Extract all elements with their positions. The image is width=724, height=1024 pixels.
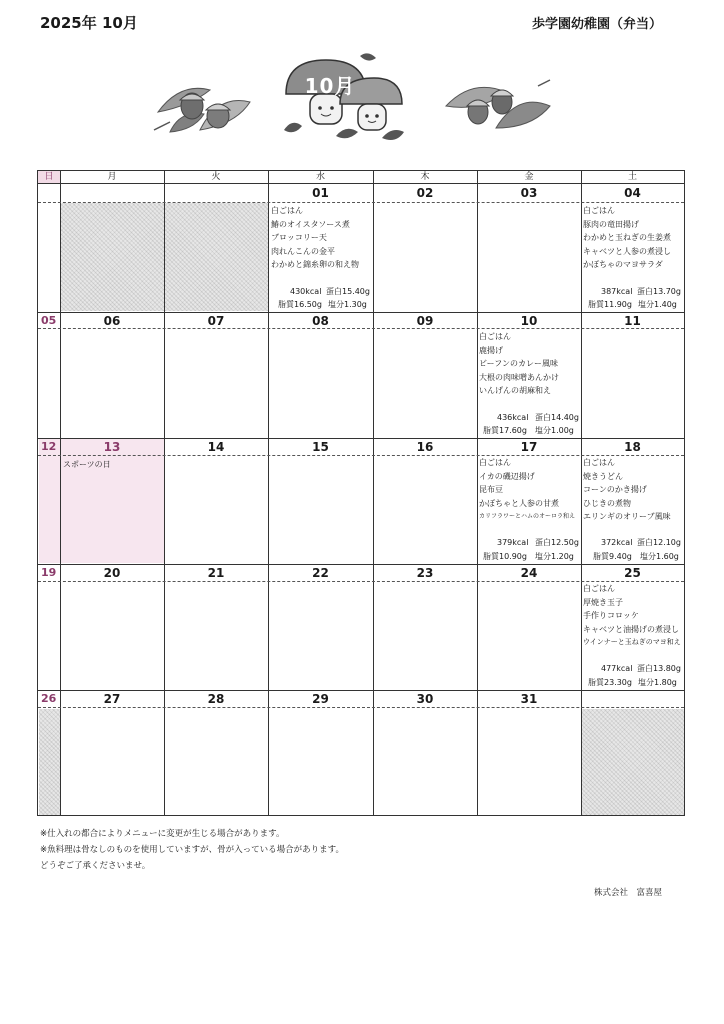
date-label: 26 — [41, 692, 57, 705]
menu-item: ビーフンのカレー風味 — [479, 359, 558, 369]
nutrition-salt: 塩分1.40g — [638, 300, 677, 309]
menu-item: 大根の肉味噌あんかけ — [479, 372, 559, 382]
menu-item: 肉れんこんの金平 — [271, 246, 335, 256]
date-label: 29 — [312, 692, 329, 706]
empty-cell — [39, 709, 60, 815]
menu-item: キャベツと人参の煮浸し — [583, 246, 671, 256]
menu-item: 白ごはん — [583, 206, 615, 215]
weekday-sat: 土 — [581, 171, 684, 184]
date-label: 21 — [207, 566, 225, 580]
nutrition-kcal: 387kcal — [601, 287, 633, 296]
date-label: 04 — [624, 186, 641, 200]
nutrition-fat: 脂質23.30g — [588, 678, 632, 687]
nutrition-protein: 蛋白14.40g — [535, 413, 579, 422]
menu-item: いんげんの胡麻和え — [479, 386, 551, 396]
acorn-leaf-cluster-icon — [442, 72, 554, 138]
menu-item: エリンギのオリーブ風味 — [583, 512, 671, 522]
nutrition-salt: 塩分1.00g — [535, 426, 574, 435]
nutrition-salt: 塩分1.30g — [328, 300, 367, 309]
empty-cell — [165, 203, 268, 311]
weekday-tue: 火 — [164, 171, 268, 184]
nutrition-protein: 蛋白13.70g — [637, 287, 681, 296]
menu-item: かぼちゃのマヨサラダ — [583, 260, 663, 270]
date-label: 12 — [41, 440, 57, 453]
date-label: 23 — [416, 566, 434, 580]
weekday-wed: 水 — [268, 171, 373, 184]
nutrition-fat: 脂質9.40g — [593, 552, 632, 561]
nutrition-protein: 蛋白12.50g — [535, 538, 579, 547]
date-label: 24 — [520, 566, 538, 580]
date-label: 09 — [416, 314, 434, 328]
date-label: 05 — [41, 314, 57, 327]
date-label: 28 — [207, 692, 225, 706]
menu-list — [479, 456, 580, 524]
note-line: どうぞご了承くださいませ。 — [40, 861, 151, 871]
date-label: 27 — [103, 692, 121, 706]
acorn-leaf-cluster-icon — [150, 72, 258, 138]
date-label: 07 — [207, 314, 225, 328]
menu-item: 白ごはん — [583, 584, 615, 593]
menu-item: 白ごはん — [479, 458, 511, 467]
date-label: 17 — [520, 440, 538, 454]
nutrition-fat: 脂質16.50g — [278, 300, 322, 309]
empty-cell — [61, 203, 164, 311]
month-banner-label: 10月 — [304, 74, 356, 98]
date-label: 01 — [312, 186, 329, 200]
nutrition-kcal: 436kcal — [497, 413, 529, 422]
empty-cell — [582, 709, 684, 815]
weekday-thu: 木 — [373, 171, 477, 184]
weekday-mon: 月 — [60, 171, 164, 184]
date-label: 06 — [103, 314, 121, 328]
menu-item: 白ごはん — [583, 458, 615, 467]
menu-item: 鰆のオイスタソース煮 — [271, 219, 350, 229]
nutrition-kcal: 379kcal — [497, 538, 529, 547]
menu-item: 手作りコロッケ — [583, 611, 639, 621]
nutrition-fat: 脂質11.90g — [588, 300, 632, 309]
menu-list — [479, 330, 580, 398]
date-label: 10 — [520, 314, 538, 328]
date-label: 13 — [103, 440, 121, 454]
menu-item: 豚肉の竜田揚げ — [583, 219, 639, 229]
nutrition-protein: 蛋白12.10g — [637, 538, 681, 547]
date-label: 14 — [207, 440, 225, 454]
menu-item: カリフラワーとハムのオーロラ和え — [479, 513, 576, 521]
menu-item: 白ごはん — [271, 206, 303, 215]
holiday-cell — [39, 439, 60, 563]
date-label: 16 — [416, 440, 434, 454]
menu-list — [271, 204, 372, 272]
menu-item: イカの磯辺揚げ — [479, 471, 535, 481]
menu-item: 鹿揚げ — [479, 345, 503, 355]
note-line: ※仕入れの都合によりメニューに変更が生じる場合があります。 — [40, 829, 285, 839]
nutrition-protein: 蛋白13.80g — [637, 664, 681, 673]
nutrition-kcal: 430kcal — [290, 287, 322, 296]
date-label: 30 — [416, 692, 434, 706]
menu-item: かぼちゃと人参の甘煮 — [479, 498, 559, 508]
date-label: 11 — [624, 314, 641, 328]
date-label: 03 — [520, 186, 538, 200]
nutrition-fat: 脂質10.90g — [483, 552, 527, 561]
date-label: 25 — [624, 566, 641, 580]
date-label: 02 — [416, 186, 434, 200]
date-label: 08 — [312, 314, 329, 328]
date-label: 19 — [41, 566, 57, 579]
nutrition-kcal: 477kcal — [601, 664, 633, 673]
nutrition-salt: 塩分1.20g — [535, 552, 574, 561]
menu-list — [583, 204, 684, 272]
weekday-sun: 日 — [38, 171, 60, 184]
menu-item: わかめと玉ねぎの生姜煮 — [583, 233, 671, 243]
holiday-cell — [61, 439, 164, 563]
date-label: 20 — [103, 566, 121, 580]
menu-item: 厚焼き玉子 — [583, 597, 623, 607]
date-label: 31 — [520, 692, 538, 706]
date-label: 22 — [312, 566, 329, 580]
weekday-fri: 金 — [477, 171, 581, 184]
menu-list — [583, 582, 684, 650]
footer-notes — [40, 826, 344, 874]
date-label: 18 — [624, 440, 641, 454]
menu-item: コーンのかき揚げ — [583, 485, 647, 495]
menu-item: ひじきの煮物 — [583, 498, 631, 508]
holiday-label: スポーツの日 — [63, 460, 111, 469]
menu-item: 白ごはん — [479, 332, 511, 341]
note-line: ※魚料理は骨なしのものを使用していますが、骨が入っている場合があります。 — [40, 845, 344, 855]
menu-item: ブロッコリー天 — [271, 233, 327, 243]
nutrition-protein: 蛋白15.40g — [326, 287, 370, 296]
company-name: 株式会社 富喜屋 — [593, 888, 662, 898]
menu-list — [583, 456, 684, 524]
page-title: 2025年 10月 — [40, 14, 138, 32]
nutrition-salt: 塩分1.60g — [640, 552, 679, 561]
menu-item: わかめと錦糸卵の和え物 — [271, 260, 359, 270]
nutrition-kcal: 372kcal — [601, 538, 633, 547]
school-name: 歩学園幼稚園（弁当） — [531, 17, 662, 32]
menu-item: キャベツと油揚げの煮浸し — [583, 624, 679, 634]
nutrition-salt: 塩分1.80g — [638, 678, 677, 687]
menu-item: ウインナーと玉ねぎのマヨ和え — [583, 638, 681, 647]
menu-item: 昆布豆 — [479, 485, 503, 495]
calendar-grid — [37, 170, 685, 816]
menu-item: 焼きうどん — [583, 471, 623, 481]
date-label: 15 — [312, 440, 329, 454]
nutrition-fat: 脂質17.60g — [483, 426, 527, 435]
